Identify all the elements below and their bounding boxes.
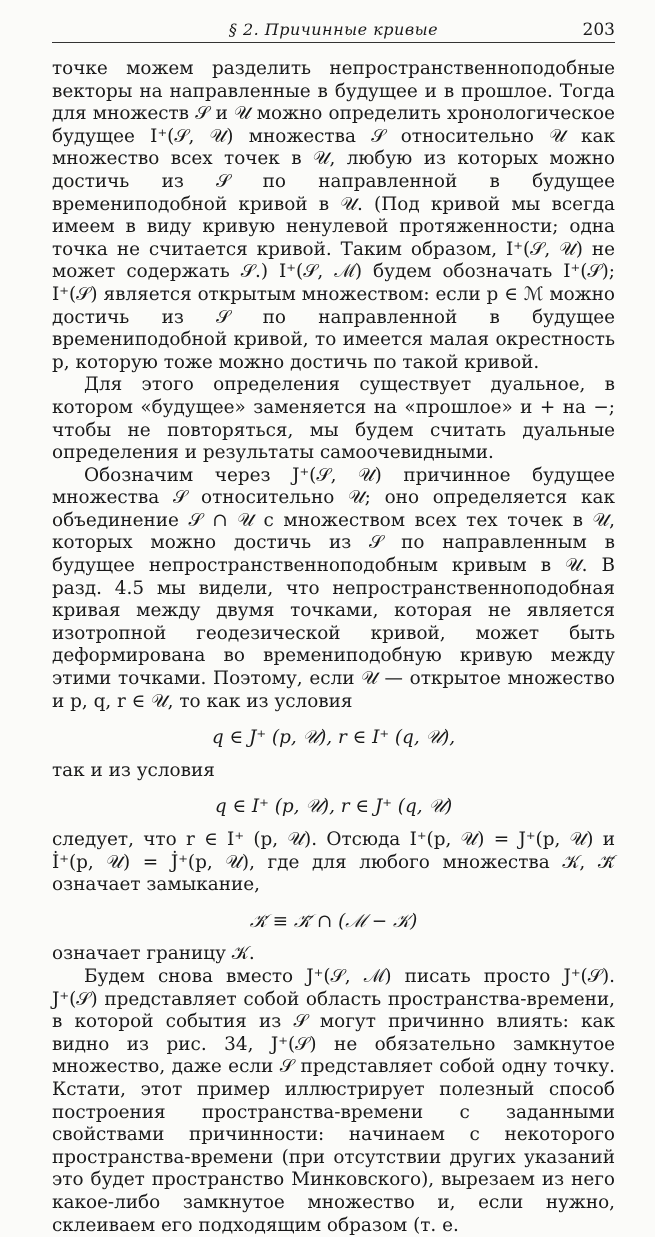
paragraph-3: Обозначим через J⁺(𝒮, 𝒰) причинное будущее множества 𝒮 относительно 𝒰; оно определяется как объединение 𝒮 ∩ 𝒰 с множеством всех тех точек в 𝒰, которых можно достичь из 𝒮 по направленным в будущее непространственноподобным кривым в 𝒰. В разд. 4.5 мы видели, что непространственноподобная кривая между двумя точками, которая не является изотропной геодезической кривой, может быть деформирована во времениподобную кривую между этими точками. Поэтому, если 𝒰 — открытое множество и p, q, r ∈ 𝒰, то как из условия <box>52 464 615 712</box>
formula-2: q ∈ I⁺ (p, 𝒰), r ∈ J⁺ (q, 𝒰) <box>214 796 453 818</box>
paragraph-4: следует, что r ∈ I⁺ (p, 𝒰). Отсюда I⁺(p, 𝒰) = J⁺(p, 𝒰) и İ⁺(p, 𝒰) = J̇⁺(p, 𝒰), где для любого множества 𝒦, 𝒦̄ означает замыкание, <box>52 829 615 896</box>
running-head: § 2. Причинные кривые <box>228 20 439 39</box>
page-number: 203 <box>582 20 615 40</box>
formula-1: q ∈ J⁺ (p, 𝒰), r ∈ I⁺ (q, 𝒰), <box>211 727 456 749</box>
page-body <box>52 58 615 1237</box>
formula-3: 𝒦̇ ≡ 𝒦̄ ∩ (ℳ − 𝒦) <box>249 910 418 932</box>
text-line: так и из условия <box>52 759 215 781</box>
paragraph-6: Будем снова вместо J⁺(𝒮, ℳ) писать просто J⁺(𝒮). J⁺(𝒮) представляет собой область пространства-времени, в которой события из 𝒮 могут причинно влиять: как видно из рис. 34, J⁺(𝒮) не обязательно замкнутое множество, даже если 𝒮 представляет собой одну точку. Кстати, этот пример иллюстрирует полезный способ построения пространства-времени с заданными свойствами причинности: начинаем с некоторого пространства-времени (при отсутствии других указаний это будет пространство Минковского), вырезаем из него какое-либо замкнутое множество и, если нужно, склеиваем его подходящим образом (т. е. <box>52 965 615 1236</box>
page-header <box>52 14 615 43</box>
paragraph-1: точке можем разделить непространственноподобные векторы на направленные в будущее и в прошлое. Тогда для множеств 𝒮 и 𝒰 можно определить хронологическое будущее I⁺(𝒮, 𝒰) множества 𝒮 относительно 𝒰 как множество всех точек в 𝒰, любую из которых можно достичь из 𝒮 по направленной в будущее времениподобной кривой в 𝒰. (Под кривой мы всегда имеем в виду кривую ненулевой протяженности; одна точка не считается кривой. Таким образом, I⁺(𝒮, 𝒰) не может содержать 𝒮.) I⁺(𝒮, ℳ) будем обозначать I⁺(𝒮); I⁺(𝒮) является открытым множеством: если p ∈ ℳ можно достичь из 𝒮 по направленной в будущее времениподобной кривой, то имеется малая окрестность p, которую тоже можно достичь по такой кривой. <box>52 58 615 373</box>
paragraph-2: Для этого определения существует дуальное, в котором «будущее» заменяется на «прошлое» и + на −; чтобы не повторяться, мы будем считать дуальные определения и результаты самоочевидными. <box>52 374 615 464</box>
paragraph-5: означает границу 𝒦. <box>52 943 255 965</box>
